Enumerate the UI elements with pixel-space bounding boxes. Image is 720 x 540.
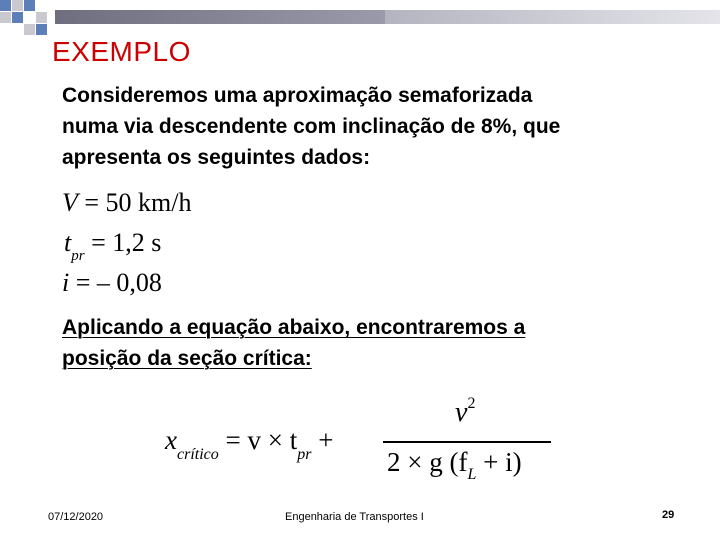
velocity-value: = 50 km/h [77,188,192,217]
deco-square [24,24,35,35]
deco-square [36,24,47,35]
formula-lhs [165,425,334,463]
grade-value: = – 0,08 [69,268,162,297]
deco-square [0,12,11,23]
formula-line-2: posição da seção crítica: [62,347,312,370]
deco-square [12,12,23,23]
time-subscript: pr [71,248,85,264]
grade-symbol: i [62,268,70,297]
intro-line-1: Consideremos uma aproximação semaforizada [62,84,533,107]
formula-x: x [165,425,177,455]
formula-x-subscript: crítico [176,446,219,463]
slide-title: EXEMPLO [52,36,191,67]
denominator-part-a: 2 × g (f [387,447,468,477]
equation-velocity [62,188,192,218]
velocity-symbol: V [62,188,78,217]
denominator-part-b: + i) [476,447,522,477]
footer-course: Engenharia de Transportes I [285,511,424,523]
fraction-denominator [387,447,522,483]
formula-plus: + [311,425,334,455]
numerator-v: v [455,397,468,428]
deco-square [0,0,11,11]
equation-grade [62,268,162,298]
time-value: = 1,2 s [84,228,162,257]
numerator-exponent: 2 [467,395,476,412]
header-decoration [0,0,720,40]
fraction-numerator [455,397,475,429]
header-bar-light [385,10,720,24]
formula-t-subscript: pr [297,446,312,463]
intro-paragraph [62,80,560,173]
footer-date: 07/12/2020 [48,511,104,523]
deco-square [36,12,47,23]
formula-product: = v × t [218,425,298,455]
deco-square [12,0,23,11]
page-number: 29 [662,509,675,521]
header-bar-dark [55,10,385,24]
fraction-bar [383,441,551,443]
time-symbol: t [64,228,72,257]
equation-reaction-time [64,228,162,264]
intro-line-2: numa via descendente com inclinação de 8%, que [62,115,561,138]
denominator-subscript: L [467,466,477,483]
formula-line-1: Aplicando a equação abaixo, encontraremos a [62,316,526,339]
formula-paragraph [62,312,525,374]
deco-square [24,0,35,11]
critical-position-formula [165,395,565,495]
intro-line-3: apresenta os seguintes dados: [62,146,371,169]
